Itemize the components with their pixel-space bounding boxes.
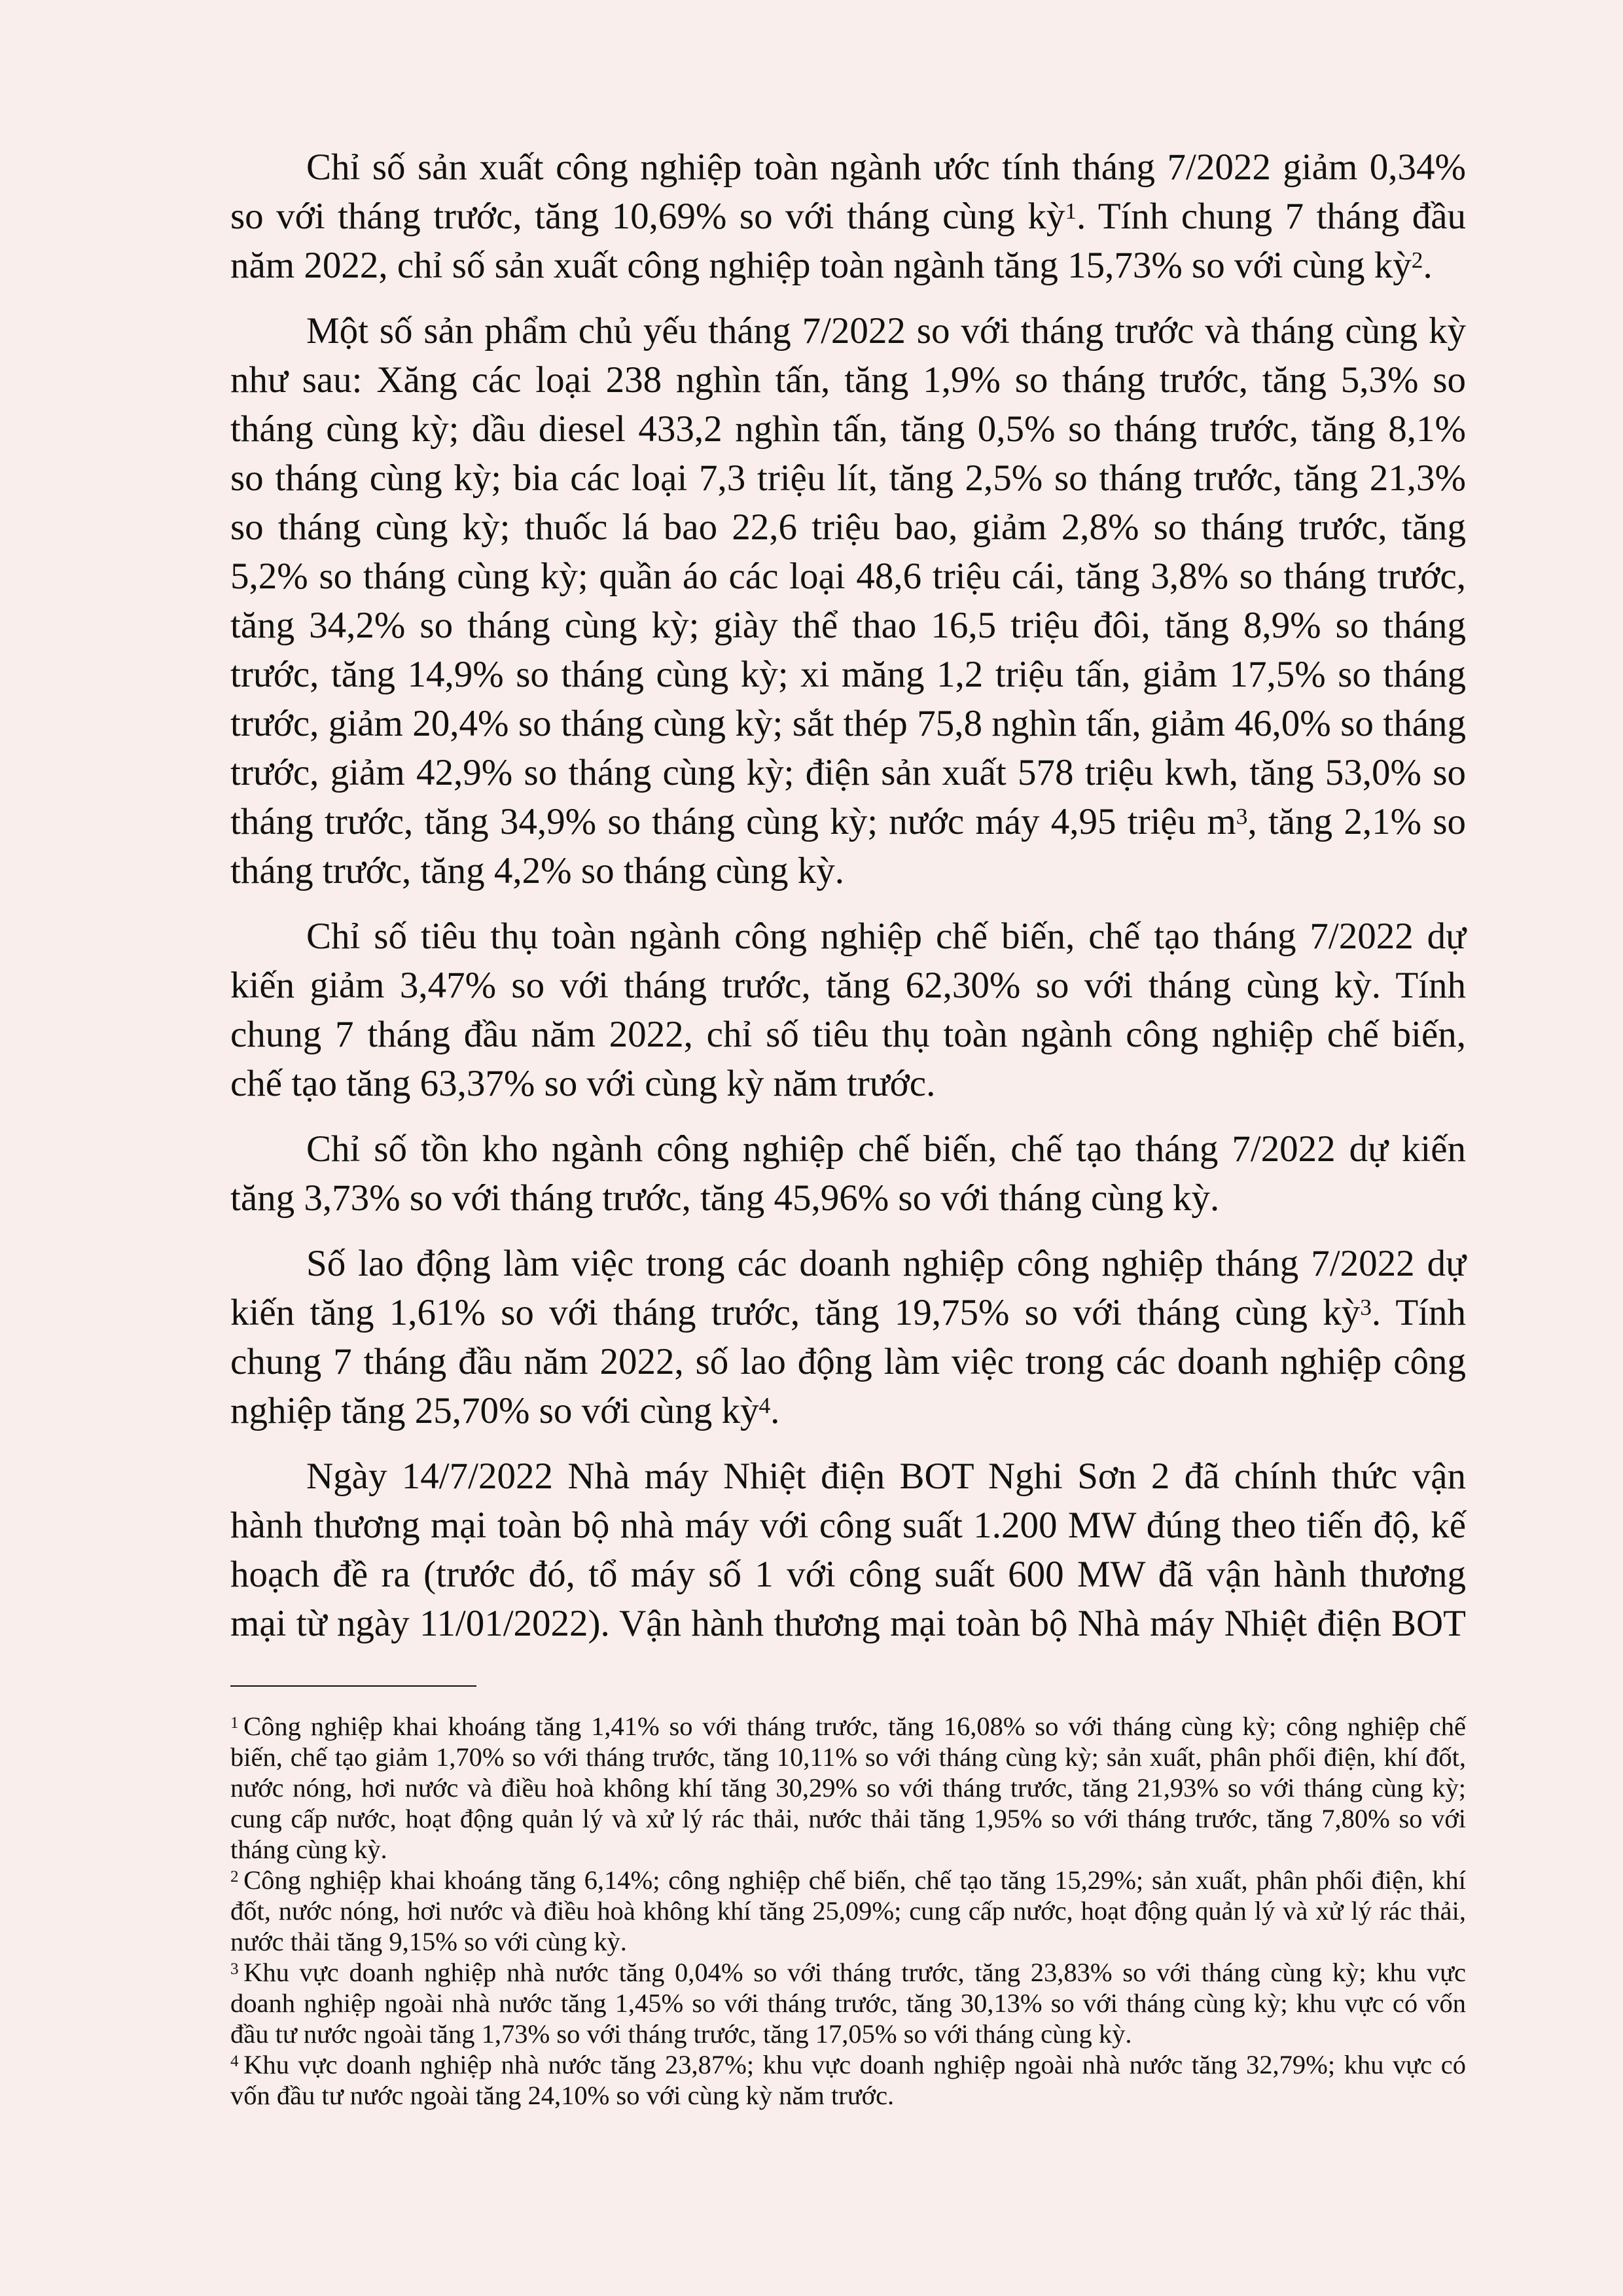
- paragraph: [230, 912, 1466, 1108]
- text-line: như sau: Xăng các loại 238 nghìn tấn, tăng 1,9% so tháng trước, tăng 5,3% so: [230, 359, 1466, 401]
- text-line: Số lao động làm việc trong các doanh nghiệp công nghiệp tháng 7/2022 dự: [306, 1243, 1466, 1284]
- footnote-line: [230, 1957, 1466, 1988]
- text-line: Một số sản phẩm chủ yếu tháng 7/2022 so với tháng trước và tháng cùng kỳ: [306, 310, 1466, 351]
- text-line: hành thương mại toàn bộ nhà máy với công suất 1.200 MW đúng theo tiến độ, kế: [230, 1505, 1466, 1546]
- text-line: tháng cùng kỳ; dầu diesel 433,2 nghìn tấn, tăng 0,5% so tháng trước, tăng 8,1%: [230, 408, 1466, 450]
- text-run: nghiệp tăng 25,70% so với cùng kỳ: [230, 1390, 759, 1431]
- footnote-text: nước nóng, hơi nước và điều hoà không khí tăng 30,29% so với tháng trước, tăng 21,93% so với tháng cùng kỳ;: [230, 1773, 1466, 1803]
- text-line: mại từ ngày 11/01/2022). Vận hành thương mại toàn bộ Nhà máy Nhiệt điện BOT: [230, 1603, 1466, 1644]
- text-line: trước, giảm 20,4% so tháng cùng kỳ; sắt thép 75,8 nghìn tấn, giảm 46,0% so tháng: [230, 703, 1466, 744]
- text-line: 5,2% so tháng cùng kỳ; quần áo các loại 48,6 triệu cái, tăng 3,8% so tháng trước,: [230, 556, 1466, 597]
- footnote-text: vốn đầu tư nước ngoài tăng 24,10% so với cùng kỳ năm trước.: [230, 2081, 895, 2110]
- text-line: tăng 3,73% so với tháng trước, tăng 45,96% so với tháng cùng kỳ.: [230, 1177, 1220, 1219]
- footnote-line: [230, 1926, 1466, 1957]
- text-line: Ngày 14/7/2022 Nhà máy Nhiệt điện BOT Nghi Sơn 2 đã chính thức vận: [306, 1456, 1466, 1497]
- text-line: tháng trước, tăng 4,2% so tháng cùng kỳ.: [230, 850, 845, 891]
- footnote-text: doanh nghiệp ngoài nhà nước tăng 1,45% so với tháng trước, tăng 30,13% so với tháng cùng kỳ; khu vực có vốn: [230, 1988, 1466, 2018]
- superscript: 3: [1360, 1295, 1372, 1321]
- text-run: .: [1423, 245, 1433, 286]
- text-run: kiến tăng 1,61% so với tháng trước, tăng 19,75% so với tháng cùng kỳ: [230, 1292, 1361, 1333]
- text-run: .: [770, 1390, 780, 1431]
- text-run: so với tháng trước, tăng 10,69% so với tháng cùng kỳ: [230, 196, 1065, 237]
- footnote-line: [230, 1711, 1466, 1742]
- footnote-line: [230, 2049, 1466, 2080]
- text-run: năm 2022, chỉ số sản xuất công nghiệp toàn ngành tăng 15,73% so với cùng kỳ: [230, 245, 1412, 286]
- footnote: [230, 1957, 1466, 2049]
- text-line: trước, tăng 14,9% so tháng cùng kỳ; xi măng 1,2 triệu tấn, giảm 17,5% so tháng: [230, 654, 1466, 695]
- footnote-text: đốt, nước nóng, hơi nước và điều hoà không khí tăng 25,09%; cung cấp nước, hoạt động quản lý và xử lý rác thải,: [230, 1896, 1466, 1926]
- footnote-number: 2: [230, 1867, 239, 1886]
- text-line: tăng 34,2% so tháng cùng kỳ; giày thể thao 16,5 triệu đôi, tăng 8,9% so tháng: [230, 605, 1466, 646]
- text-run: tháng trước, tăng 34,9% so tháng cùng kỳ; nước máy 4,95 triệu m: [230, 801, 1236, 842]
- text-line: [230, 192, 1466, 241]
- footnote-line: [230, 1772, 1466, 1803]
- text-run: . Tính chung 7 tháng đầu: [1077, 196, 1467, 237]
- text-line: Chỉ số tồn kho ngành công nghiệp chế biến, chế tạo tháng 7/2022 dự kiến: [306, 1128, 1466, 1170]
- text-line: [230, 1288, 1466, 1337]
- footnote-number: 3: [230, 1960, 239, 1978]
- footnote-line: [230, 1865, 1466, 1895]
- superscript: 3: [1236, 804, 1248, 830]
- footnote: [230, 1865, 1466, 1957]
- footnote-separator: [230, 1685, 476, 1687]
- footnote-text: đầu tư nước ngoài tăng 1,73% so với tháng trước, tăng 17,05% so với tháng cùng kỳ.: [230, 2019, 1132, 2049]
- footnote: [230, 1711, 1466, 1865]
- footnote-line: [230, 1742, 1466, 1772]
- footnote-text: Công nghiệp khai khoáng tăng 6,14%; công nghiệp chế biến, chế tạo tăng 15,29%; sản xuất, phân phối điện, khí: [243, 1865, 1466, 1895]
- footnote-text: biến, chế tạo giảm 1,70% so với tháng trước, tăng 10,11% so với tháng cùng kỳ; sản xuất, phân phối điện, khí đốt,: [230, 1742, 1466, 1772]
- body-text: [230, 143, 1466, 1648]
- footnote-text: tháng cùng kỳ.: [230, 1835, 387, 1864]
- superscript: 4: [758, 1393, 771, 1419]
- superscript: 2: [1411, 247, 1423, 274]
- text-line: hoạch đề ra (trước đó, tổ máy số 1 với công suất 600 MW đã vận hành thương: [230, 1554, 1466, 1595]
- paragraph: [230, 1452, 1466, 1648]
- footnote-line: [230, 1988, 1466, 2018]
- text-line: [230, 241, 1466, 290]
- text-line: Chỉ số tiêu thụ toàn ngành công nghiệp chế biến, chế tạo tháng 7/2022 dự: [306, 916, 1466, 957]
- text-line: chế tạo tăng 63,37% so với cùng kỳ năm trước.: [230, 1063, 936, 1104]
- paragraph: [230, 143, 1466, 290]
- text-line: Chỉ số sản xuất công nghiệp toàn ngành ước tính tháng 7/2022 giảm 0,34%: [306, 147, 1466, 188]
- text-line: so tháng cùng kỳ; thuốc lá bao 22,6 triệu bao, giảm 2,8% so tháng trước, tăng: [230, 507, 1466, 548]
- text-line: kiến giảm 3,47% so với tháng trước, tăng 62,30% so với tháng cùng kỳ. Tính: [230, 965, 1466, 1006]
- footnote-line: [230, 1895, 1466, 1926]
- text-line: so tháng cùng kỳ; bia các loại 7,3 triệu lít, tăng 2,5% so tháng trước, tăng 21,3%: [230, 457, 1466, 499]
- footnotes: [230, 1711, 1466, 2111]
- footnote-line: [230, 2080, 1466, 2111]
- footnote-number: 1: [230, 1713, 239, 1732]
- text-line: trước, giảm 42,9% so tháng cùng kỳ; điện sản xuất 578 triệu kwh, tăng 53,0% so: [230, 752, 1466, 793]
- text-line: [230, 1386, 1466, 1435]
- text-line: chung 7 tháng đầu năm 2022, số lao động làm việc trong các doanh nghiệp công: [230, 1341, 1466, 1382]
- footnote-text: cung cấp nước, hoạt động quản lý và xử lý rác thải, nước thải tăng 1,95% so với tháng trước, tăng 7,80% so với: [230, 1804, 1466, 1833]
- superscript: 1: [1065, 198, 1077, 224]
- paragraph: [230, 1239, 1466, 1435]
- text-run: . Tính: [1371, 1292, 1466, 1333]
- footnote: [230, 2049, 1466, 2111]
- footnote-text: nước thải tăng 9,15% so với cùng kỳ.: [230, 1927, 627, 1956]
- text-run: , tăng 2,1% so: [1247, 801, 1466, 842]
- paragraph: [230, 1124, 1466, 1223]
- paragraph: [230, 306, 1466, 895]
- footnote-line: [230, 2018, 1466, 2049]
- footnote-text: Khu vực doanh nghiệp nhà nước tăng 23,87%; khu vực doanh nghiệp ngoài nhà nước tăng 32,79%; khu vực có: [243, 2050, 1466, 2079]
- footnote-text: Khu vực doanh nghiệp nhà nước tăng 0,04% so với tháng trước, tăng 23,83% so với tháng cùng kỳ; khu vực: [243, 1958, 1466, 1987]
- text-line: [230, 797, 1466, 846]
- footnote-text: Công nghiệp khai khoáng tăng 1,41% so với tháng trước, tăng 16,08% so với tháng cùng kỳ; công nghiệp chế: [243, 1712, 1466, 1741]
- text-line: chung 7 tháng đầu năm 2022, chỉ số tiêu thụ toàn ngành công nghiệp chế biến,: [230, 1014, 1466, 1055]
- footnote-line: [230, 1834, 1466, 1865]
- footnote-line: [230, 1803, 1466, 1834]
- footnote-number: 4: [230, 2052, 239, 2070]
